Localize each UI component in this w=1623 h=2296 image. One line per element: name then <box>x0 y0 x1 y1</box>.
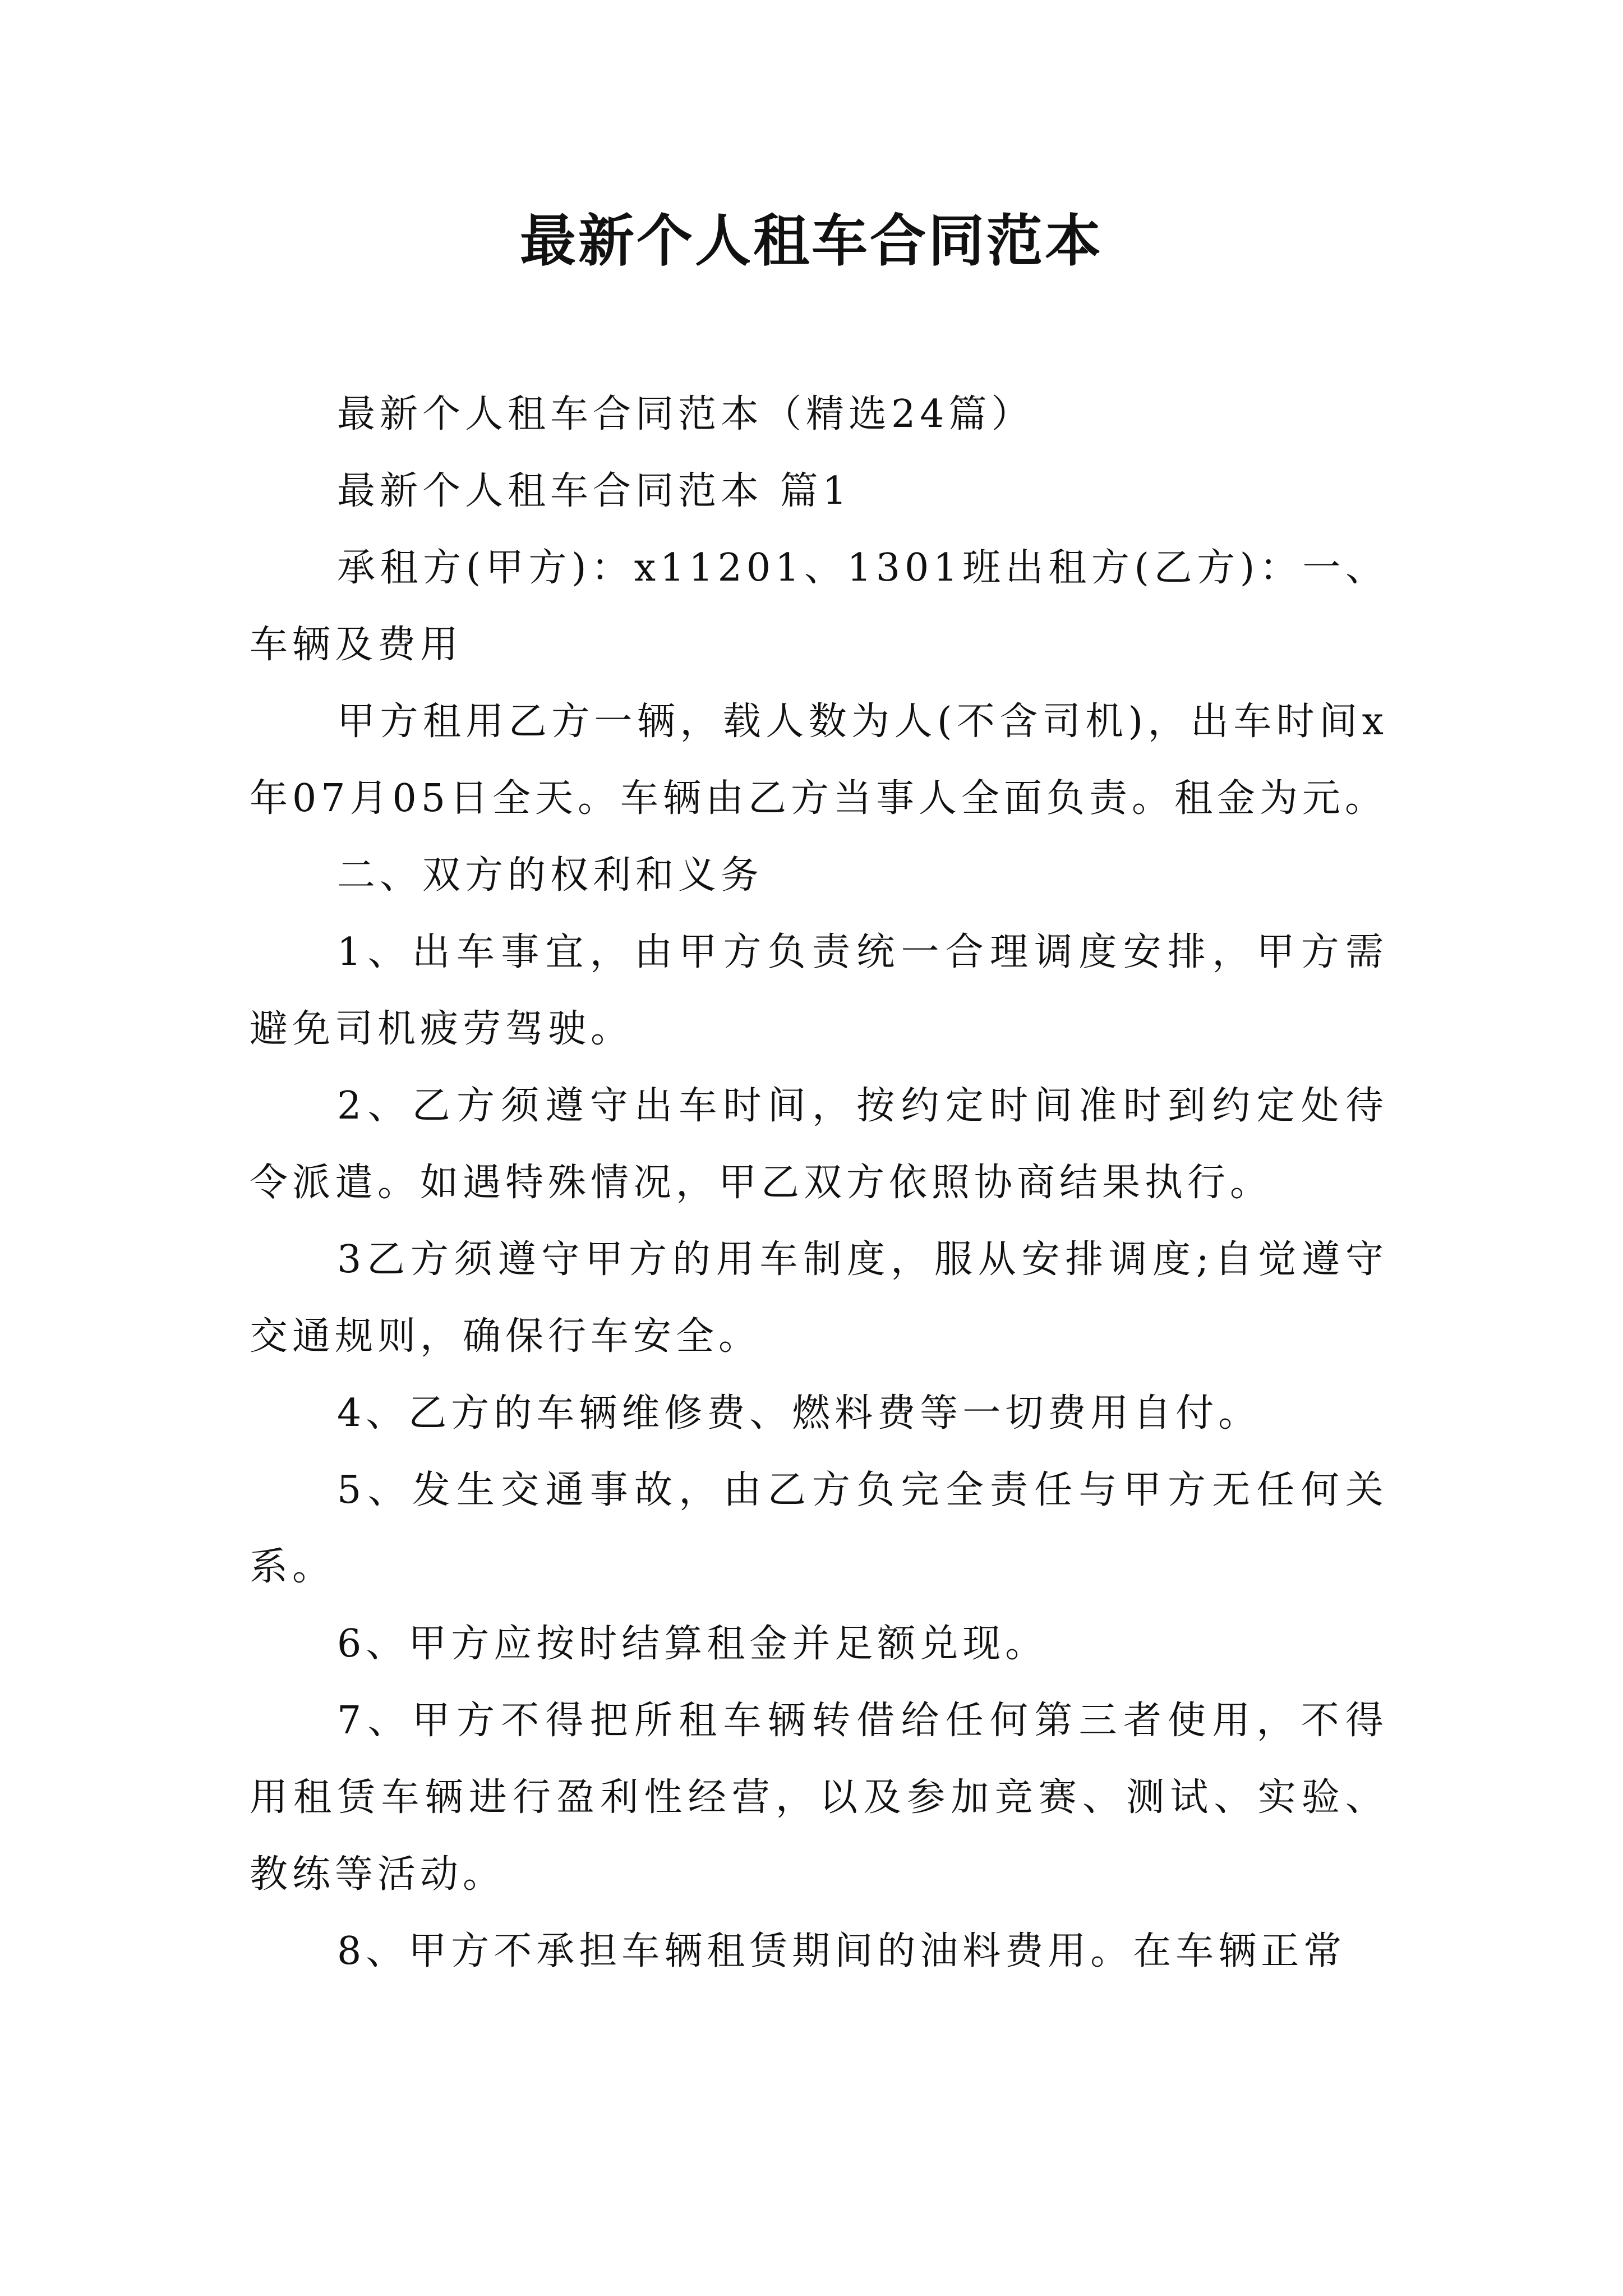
document-title: 最新个人租车合同范本 <box>520 208 1103 274</box>
paragraph-parties: 承租方(甲方)：x11201、1301班出租方(乙方)：一、车辆及费用 <box>250 546 1388 667</box>
paragraph-clause-3: 3乙方须遵守甲方的用车制度，服从安排调度;自觉遵守交通规则，确保行车安全。 <box>250 1237 1388 1359</box>
paragraph-clause-8: 8、甲方不承担车辆租赁期间的油料费用。在车辆正常 <box>337 1929 1347 1973</box>
paragraph-rights-heading: 二、双方的权利和义务 <box>337 853 764 898</box>
paragraph-rental-terms: 甲方租用乙方一辆，载人数为人(不含司机)，出车时间x年07月05日全天。车辆由乙方当事人全面负责。租金为元。 <box>250 700 1388 821</box>
paragraph-clause-1: 1、出车事宜，由甲方负责统一合理调度安排，甲方需避免司机疲劳驾驶。 <box>250 930 1388 1051</box>
paragraph-clause-4: 4、乙方的车辆维修费、燃料费等一切费用自付。 <box>337 1391 1261 1435</box>
paragraph-subtitle: 最新个人租车合同范本（精选24篇） <box>337 392 1034 436</box>
paragraph-clause-5: 5、发生交通事故，由乙方负完全责任与甲方无任何关系。 <box>250 1468 1388 1589</box>
paragraph-clause-6: 6、甲方应按时结算租金并足额兑现。 <box>337 1622 1048 1666</box>
paragraph-section-heading: 最新个人租车合同范本 篇1 <box>337 469 851 513</box>
document-body <box>250 376 1388 1990</box>
paragraph-clause-2: 2、乙方须遵守出车时间，按约定时间准时到约定处待令派遣。如遇特殊情况，甲乙双方依照协商结果执行。 <box>250 1084 1388 1205</box>
paragraph-clause-7: 7、甲方不得把所租车辆转借给任何第三者使用，不得用租赁车辆进行盈利性经营，以及参加竞赛、测试、实验、教练等活动。 <box>250 1699 1388 1897</box>
